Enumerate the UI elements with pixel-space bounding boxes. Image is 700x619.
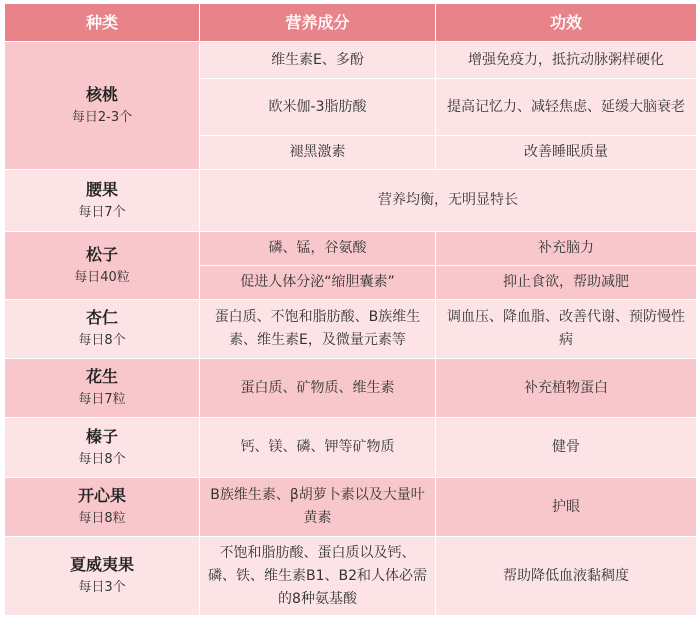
kind-cell-almond <box>5 300 200 359</box>
table-row <box>5 42 697 79</box>
kind-dose: 每日7粒 <box>78 392 126 407</box>
effect-cell <box>436 418 697 478</box>
kind-name: 腰果 <box>85 179 118 199</box>
effect-text: 健骨 <box>552 439 580 455</box>
kind-name: 核桃 <box>85 84 118 104</box>
kind-cell-peanut <box>5 359 200 418</box>
kind-dose: 每日7个 <box>78 204 126 220</box>
kind-dose: 每日3个 <box>78 580 126 595</box>
table-row <box>5 359 697 418</box>
kind-name: 夏威夷果 <box>69 555 134 574</box>
nutrient-cell <box>200 232 436 266</box>
effect-text: 增强免疫力，抵抗动脉粥样硬化 <box>468 51 664 68</box>
kind-name: 花生 <box>85 367 118 386</box>
nutrient-cell <box>200 478 436 537</box>
header-row <box>5 4 697 42</box>
kind-dose: 每日2-3个 <box>71 109 133 125</box>
nutrient-text: 不饱和脂肪酸、蛋白质以及钙、磷、铁、维生素B1、B2和人体必需的8种氨基酸 <box>207 544 428 607</box>
kind-name: 开心果 <box>77 486 126 505</box>
effect-cell <box>436 478 697 537</box>
effect-text: 补充脑力 <box>538 240 594 256</box>
kind-dose: 每日8个 <box>78 451 126 467</box>
table-row <box>5 418 697 478</box>
table-row <box>5 170 697 232</box>
effect-text: 补充植物蛋白 <box>524 379 608 396</box>
nutrient-text: 磷、锰，谷氨酸 <box>268 240 367 256</box>
header-kind: 种类 <box>5 4 200 42</box>
merged-cell <box>200 170 697 232</box>
kind-dose: 每日8粒 <box>78 511 126 526</box>
kind-cell-walnut <box>5 42 200 170</box>
effect-text: 改善睡眠质量 <box>524 144 608 160</box>
header-nutrients: 营养成分 <box>200 4 436 42</box>
kind-name: 榛子 <box>85 426 118 446</box>
nutrient-text: 蛋白质、矿物质、维生素 <box>240 379 395 396</box>
nutrient-text: 欧米伽-3脂肪酸 <box>268 98 367 115</box>
nutrient-text: 钙、镁、磷、钾等矿物质 <box>240 439 395 455</box>
kind-name: 杏仁 <box>85 308 118 327</box>
kind-cell-pistachio <box>5 478 200 537</box>
effect-text: 帮助降低血液黏稠度 <box>503 567 629 584</box>
nutrient-cell <box>200 418 436 478</box>
effect-text: 调血压、降血脂、改善代谢、预防慢性病 <box>447 309 685 348</box>
effect-text: 提高记忆力、减轻焦虑、延缓大脑衰老 <box>447 98 685 115</box>
kind-cell-pine-nut <box>5 232 200 300</box>
effect-cell <box>436 359 697 418</box>
kind-dose: 每日8个 <box>78 333 126 348</box>
nutrient-text: 维生素E、多酚 <box>271 51 364 68</box>
nutrient-cell <box>200 537 436 616</box>
kind-cell-hazelnut <box>5 418 200 478</box>
nut-nutrition-table <box>4 3 697 616</box>
effect-cell <box>436 42 697 79</box>
nutrient-cell <box>200 42 436 79</box>
effect-cell <box>436 79 697 136</box>
kind-cell-macadamia <box>5 537 200 616</box>
table-row <box>5 537 697 616</box>
nutrient-text: 蛋白质、不饱和脂肪酸、B族维生素、维生素E，及微量元素等 <box>214 309 421 348</box>
nutrient-cell <box>200 79 436 136</box>
table-row <box>5 300 697 359</box>
effect-cell <box>436 232 697 266</box>
table-row <box>5 232 697 266</box>
kind-name: 松子 <box>85 244 118 264</box>
nutrient-cell <box>200 136 436 170</box>
nutrient-cell <box>200 300 436 359</box>
effect-cell <box>436 537 697 616</box>
nutrient-text: 褪黑激素 <box>289 144 346 160</box>
nutrient-cell <box>200 359 436 418</box>
merged-text: 营养均衡，无明显特长 <box>378 192 518 208</box>
kind-cell-cashew <box>5 170 200 232</box>
effect-text: 抑止食欲，帮助减肥 <box>503 274 629 290</box>
effect-cell <box>436 266 697 300</box>
nutrient-text: 促进人体分泌“缩胆囊素” <box>240 274 395 290</box>
table-row <box>5 478 697 537</box>
kind-dose: 每日40粒 <box>74 269 130 285</box>
header-effects: 功效 <box>436 4 697 42</box>
effect-text: 护眼 <box>552 498 580 515</box>
nutrient-cell <box>200 266 436 300</box>
effect-cell <box>436 300 697 359</box>
nutrient-text: B族维生素、β胡萝卜素以及大量叶黄素 <box>210 487 425 526</box>
effect-cell <box>436 136 697 170</box>
